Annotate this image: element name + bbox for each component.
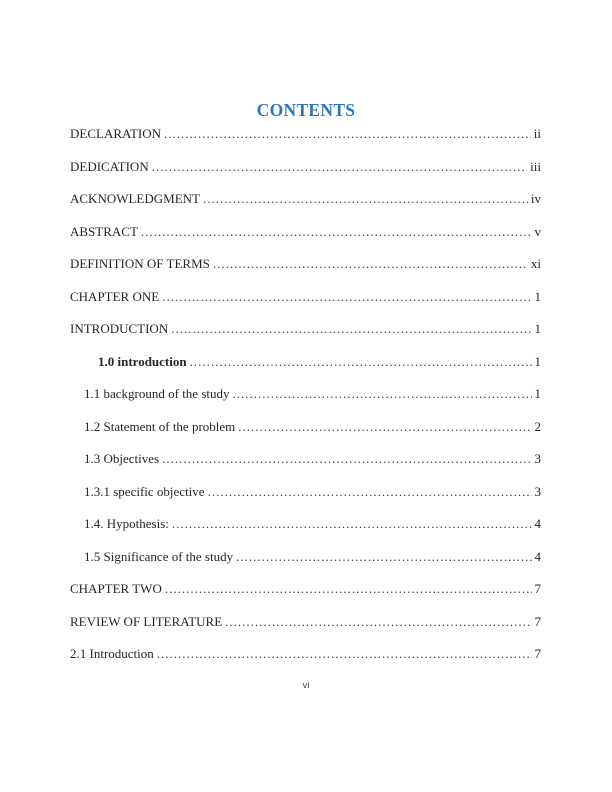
toc-entry-1-0-introduction[interactable] (70, 354, 541, 387)
toc-entry-page: v (534, 223, 541, 239)
toc-entry-page: 3 (534, 483, 541, 499)
toc-entry-label: 1.3 Objectives (84, 451, 160, 466)
dot-leader (162, 289, 531, 304)
toc-entry-label: DEDICATION (70, 158, 149, 174)
toc-entry-1-5-significance[interactable] (70, 549, 541, 582)
toc-entry-chapter-two[interactable] (70, 581, 541, 614)
toc-entry-page: iii (530, 158, 541, 174)
toc-entry-label: ABSTRACT (70, 223, 138, 239)
toc-entry-page: 4 (534, 548, 541, 564)
toc-entry-acknowledgment[interactable] (70, 191, 541, 224)
toc-entry-abstract[interactable] (70, 224, 541, 257)
toc-entry-label: 1.4. Hypothesis: (84, 516, 169, 531)
toc-entry-label: CHAPTER TWO (70, 581, 162, 596)
toc-entry-label: 2.1 Introduction (70, 646, 154, 661)
dot-leader (141, 224, 532, 239)
toc-entry-label: REVIEW OF LITERATURE (70, 613, 223, 629)
toc-entry-2-1-introduction[interactable] (70, 646, 541, 679)
dot-leader (225, 614, 531, 629)
toc-entry-label: 1.1 background of the study (84, 386, 230, 401)
toc-entry-label: 1.0 introduction (98, 353, 187, 369)
dot-leader (203, 191, 528, 206)
toc-entry-label: 1.2 Statement of the problem (84, 418, 236, 434)
toc-entry-1-1-background[interactable] (70, 386, 541, 419)
dot-leader (190, 354, 532, 369)
toc-entry-label: 1.5 Significance of the study (84, 548, 234, 564)
dot-leader (164, 126, 531, 141)
toc-entry-definition-of-terms[interactable] (70, 256, 541, 289)
toc-entry-page: 3 (534, 451, 541, 466)
dot-leader (238, 419, 531, 434)
toc-entry-page: 7 (534, 581, 541, 596)
dot-leader (236, 549, 531, 564)
toc-entry-page: 1 (534, 288, 541, 304)
dot-leader (172, 516, 532, 531)
toc-entry-page: ii (533, 126, 541, 141)
toc-entry-page: 1 (534, 321, 541, 336)
toc-entry-introduction[interactable] (70, 321, 541, 354)
toc-entry-page: xi (530, 256, 541, 271)
dot-leader (165, 581, 532, 596)
toc-entry-dedication[interactable] (70, 159, 541, 192)
toc-entry-review-of-literature[interactable] (70, 614, 541, 647)
toc-entry-page: 2 (534, 418, 541, 434)
dot-leader (171, 321, 531, 336)
dot-leader (213, 256, 528, 271)
toc-entry-1-2-statement[interactable] (70, 419, 541, 452)
toc-entry-declaration[interactable] (70, 126, 541, 159)
dot-leader (152, 159, 527, 174)
dot-leader (208, 484, 532, 499)
table-of-contents (70, 126, 541, 679)
toc-entry-label: DECLARATION (70, 126, 161, 141)
toc-entry-1-3-1-specific-objective[interactable] (70, 484, 541, 517)
toc-entry-chapter-one[interactable] (70, 289, 541, 322)
toc-entry-label: 1.3.1 specific objective (84, 483, 205, 499)
dot-leader (162, 451, 531, 466)
toc-entry-page: 4 (534, 516, 541, 531)
toc-entry-label: CHAPTER ONE (70, 288, 160, 304)
toc-entry-page: 1 (534, 386, 541, 401)
dot-leader (157, 646, 532, 661)
footer-page-number: vi (302, 680, 310, 691)
toc-entry-label: INTRODUCTION (70, 321, 169, 336)
toc-entry-page: 7 (534, 613, 541, 629)
toc-entry-1-3-objectives[interactable] (70, 451, 541, 484)
toc-entry-page: iv (530, 191, 541, 206)
toc-entry-label: ACKNOWLEDGMENT (70, 191, 200, 206)
toc-entry-page: 7 (534, 646, 541, 661)
toc-entry-1-4-hypothesis[interactable] (70, 516, 541, 549)
toc-entry-page: 1 (534, 353, 541, 369)
dot-leader (233, 386, 532, 401)
page-title: CONTENTS (256, 100, 356, 120)
toc-entry-label: DEFINITION OF TERMS (70, 256, 210, 271)
